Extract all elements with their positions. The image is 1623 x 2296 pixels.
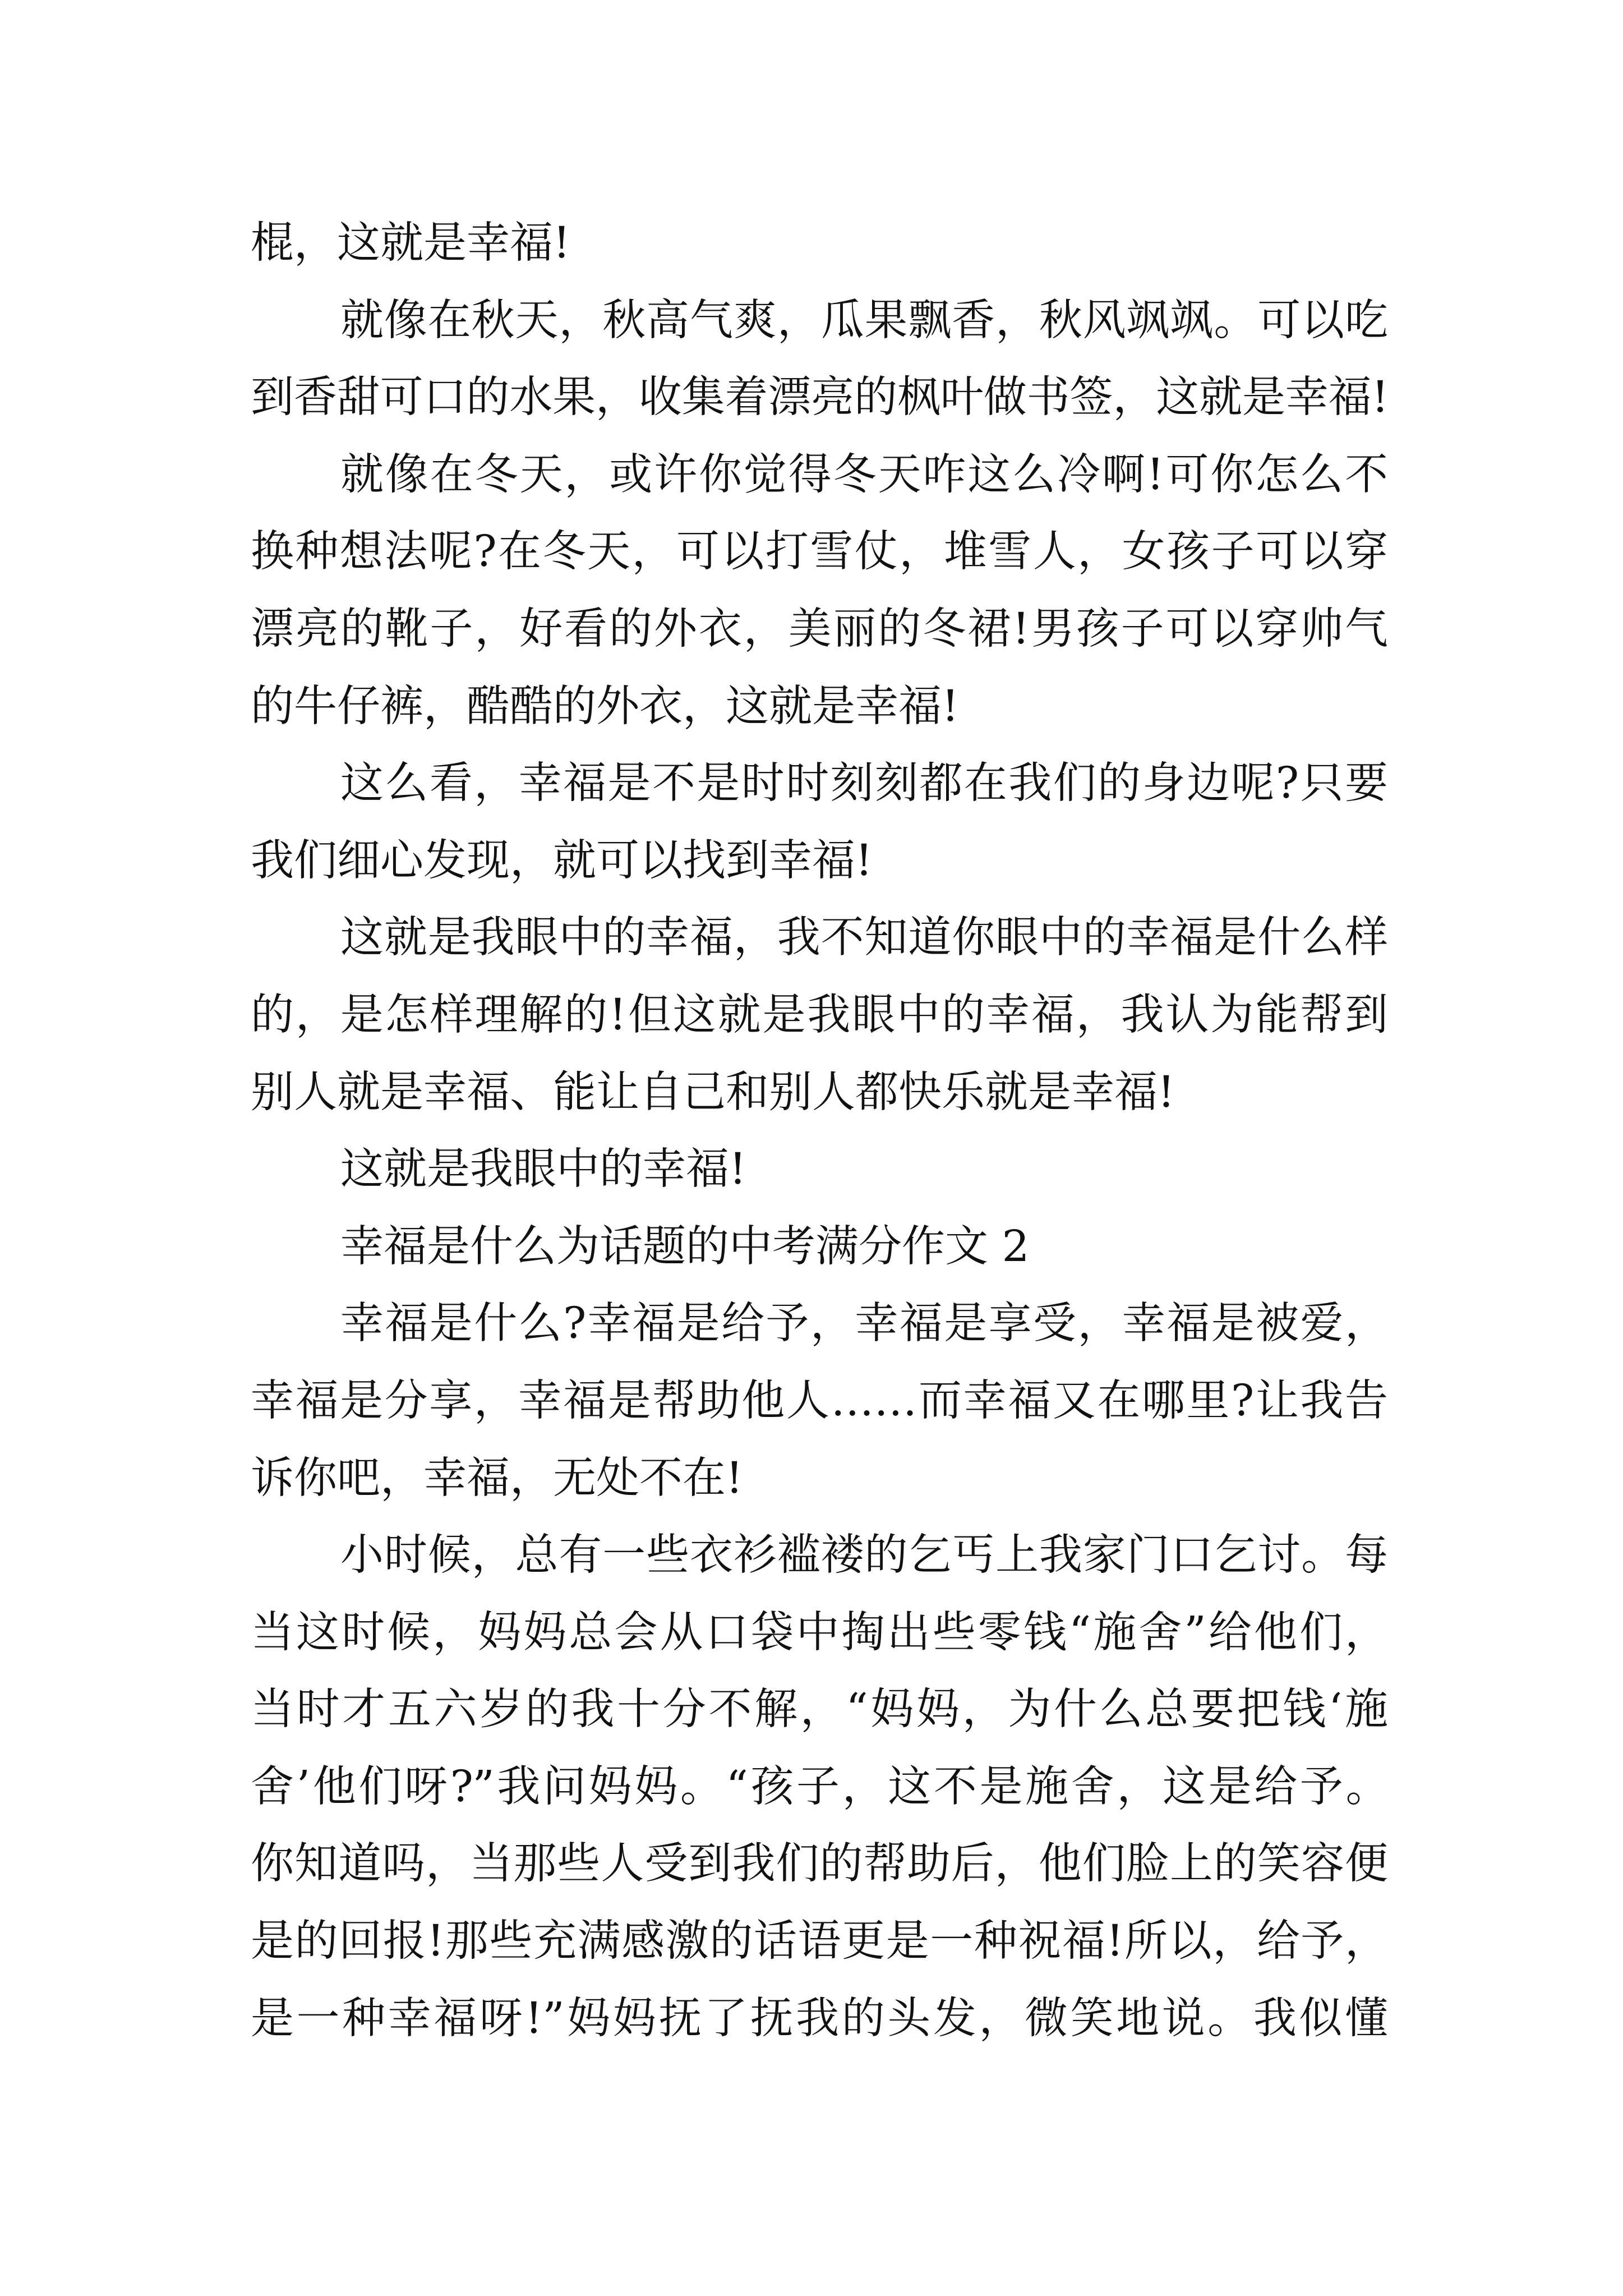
text-line: 换种想法呢?在冬天，可以打雪仗，堆雪人，女孩子可以穿 [251,527,1388,577]
section-heading: 幸福是什么为话题的中考满分作文 2 [340,1221,1030,1272]
text-line: 幸福是什么?幸福是给予，幸福是享受，幸福是被爱， [340,1299,1388,1349]
text-line: 就像在冬天，或许你觉得冬天咋这么冷啊!可你怎么不 [340,449,1388,500]
text-line: 的牛仔裤，酷酷的外衣，这就是幸福! [251,681,959,731]
text-line: 棍，这就是幸福! [251,218,570,268]
paragraph [251,745,1388,899]
text-line: 这就是我眼中的幸福! [340,1144,746,1195]
paragraph [251,436,1388,745]
text-line: 是一种幸福呀!”妈妈抚了抚我的头发，微笑地说。我似懂 [251,1993,1388,2044]
paragraph [251,1285,1388,1517]
text-line: 漂亮的靴子，好看的外衣，美丽的冬裙!男孩子可以穿帅气 [251,604,1388,654]
text-line: 是的回报!那些充满感激的话语更是一种祝福!所以，给予， [251,1916,1388,1967]
text-line: 就像在秋天，秋高气爽，瓜果飘香，秋风飒飒。可以吃 [340,295,1388,346]
text-line: 当时才五六岁的我十分不解，“妈妈，为什么总要把钱‘施 [251,1685,1388,1735]
text-line: 当这时候，妈妈总会从口袋中掏出些零钱“施舍”给他们， [251,1607,1388,1658]
paragraph [251,1131,1388,1208]
text-line: 到香甜可口的水果，收集着漂亮的枫叶做书签，这就是幸福! [251,372,1388,423]
text-line: 幸福是分享，幸福是帮助他人……而幸福又在哪里?让我告 [251,1375,1388,1426]
text-line: 我们细心发现，就可以找到幸福! [251,835,873,886]
document-body [251,205,1388,2057]
paragraph [251,205,1388,282]
paragraph [251,1517,1388,2057]
text-line: 你知道吗，当那些人受到我们的帮助后，他们脸上的笑容便 [251,1839,1388,1889]
paragraph [251,899,1388,1131]
text-line: 这么看，幸福是不是时时刻刻都在我们的身边呢?只要 [340,758,1388,809]
text-line: 诉你吧，幸福，无处不在! [251,1453,743,1503]
text-line: 别人就是幸福、能让自己和别人都快乐就是幸福! [251,1067,1175,1117]
text-line: 的，是怎样理解的!但这就是我眼中的幸福，我认为能帮到 [251,990,1388,1040]
text-line: 舍’他们呀?”我问妈妈。“孩子，这不是施舍，这是给予。 [251,1761,1388,1812]
text-line: 小时候，总有一些衣衫褴褛的乞丐上我家门口乞讨。每 [340,1530,1388,1581]
text-line: 这就是我眼中的幸福，我不知道你眼中的幸福是什么样 [340,913,1388,963]
paragraph [251,282,1388,436]
